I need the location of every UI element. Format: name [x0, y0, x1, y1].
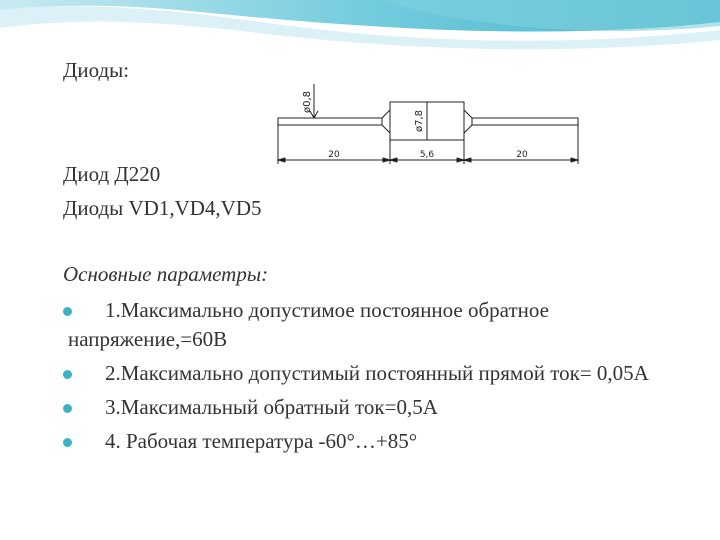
list-item	[63, 296, 693, 354]
bullet-dot-icon	[63, 404, 72, 413]
bullet-dot-icon	[63, 370, 72, 379]
left-lead	[278, 118, 382, 125]
params-list	[63, 296, 693, 456]
list-item	[63, 427, 693, 456]
slide-title: Диоды:	[63, 58, 130, 82]
body-diameter-label: ø7,8	[414, 109, 425, 133]
left-lead-length-label: 20	[328, 150, 340, 160]
bullet-dot-icon	[63, 438, 72, 447]
diode-model: Диод Д220	[63, 162, 161, 186]
diode-designators: Диоды VD1,VD4,VD5	[63, 196, 262, 220]
right-lead-length-label: 20	[516, 150, 528, 160]
params-heading: Основные параметры:	[63, 262, 269, 286]
body-length-label: 5,6	[419, 150, 435, 160]
bullet-dot-icon	[63, 307, 72, 316]
param-text: 4. Рабочая температура -60°…+85°	[105, 429, 418, 453]
param-text: 2.Максимально допустимый постоянный прямой ток= 0,05А	[105, 361, 649, 385]
diode-dimension-drawing	[270, 74, 585, 174]
list-item	[63, 393, 693, 422]
lead-diameter-label: ø0,8	[302, 90, 313, 114]
list-item	[63, 359, 693, 388]
param-text: 1.Максимально допустимое постоянное обратное напряжение,=60В	[68, 298, 549, 351]
right-lead	[472, 118, 578, 125]
param-text: 3.Максимальный обратный ток=0,5А	[105, 395, 438, 419]
